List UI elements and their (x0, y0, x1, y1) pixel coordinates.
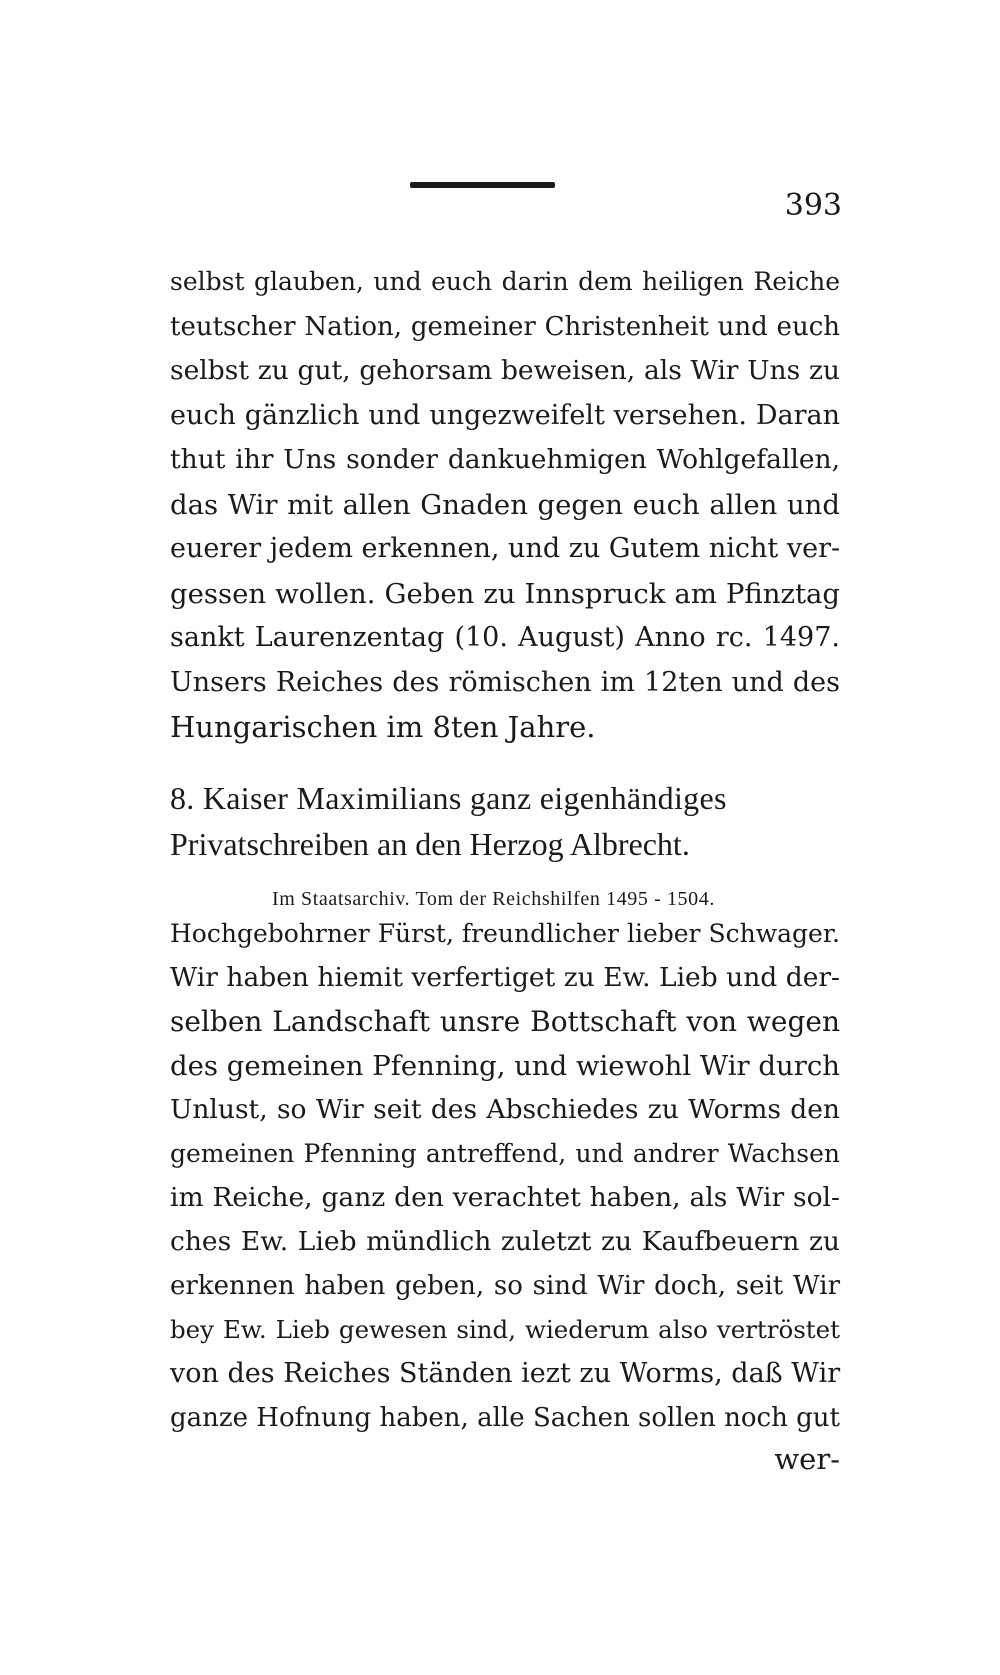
heading-line: 8. Kaiser Maximilians ganz eigenhändiges (170, 780, 727, 816)
text-line: von des Reiches Ständen iezt zu Worms, daß Wir (170, 1358, 841, 1389)
letter-text (170, 912, 840, 1440)
text-line: im Reiche, ganz den verachtet haben, als Wir sol- (170, 1182, 840, 1213)
text-line: erkennen haben geben, so sind Wir doch, seit Wir (170, 1271, 840, 1301)
section-heading (170, 775, 840, 867)
text-line: selbst glauben, und euch darin dem heiligen Reiche (170, 267, 840, 296)
source-note: Im Staatsarchiv. Tom der Reichshilfen 1495 - 1504. (272, 888, 715, 910)
paragraph-continued (170, 260, 840, 750)
text-line: euerer jedem erkennen, und zu Gutem nicht ver- (170, 533, 841, 564)
page-number: 393 (784, 188, 842, 223)
header-rule (410, 182, 555, 188)
text-line: Unsers Reiches des römischen im 12ten und des (170, 666, 840, 698)
text-line: Hungarischen im 8ten Jahre. (170, 710, 596, 744)
text-line: Unlust, so Wir seit des Abschiedes zu Worms den (170, 1094, 840, 1125)
text-line: Wir haben hiemit verfertiget zu Ew. Lieb und der- (170, 962, 840, 993)
text-line: sankt Laurenzentag (10. August) Anno rc. 1497. (170, 622, 840, 653)
text-line: selben Landschaft unsre Bottschaft von wegen (170, 1005, 840, 1038)
text-line: das Wir mit allen Gnaden gegen euch allen und (170, 488, 840, 521)
text-line: gemeinen Pfenning antreffend, und andrer Wachsen (170, 1139, 840, 1168)
text-line: ches Ew. Lieb mündlich zuletzt zu Kaufbeuern zu (170, 1226, 840, 1257)
text-line: ganze Hofnung haben, alle Sachen sollen noch gut (170, 1403, 840, 1433)
text-line: gessen wollen. Geben zu Innspruck am Pfinztag (170, 577, 840, 610)
text-line: selbst zu gut, gehorsam beweisen, als Wir Uns zu (170, 355, 840, 386)
heading-line: Privatschreiben an den Herzog Albrecht. (170, 826, 690, 862)
text-line: Hochgebohrner Fürst, freundlicher lieber Schwager. (170, 919, 840, 948)
text-line: bey Ew. Lieb gewesen sind, wiederum also vertröstet (170, 1315, 840, 1344)
text-line: thut ihr Uns sonder dankuehmigen Wohlgefallen, (170, 444, 840, 475)
text-line: des gemeinen Pfenning, und wiewohl Wir durch (170, 1050, 840, 1082)
catchword: wer- (774, 1442, 840, 1476)
text-line: teutscher Nation, gemeiner Christenheit und euch (170, 311, 840, 342)
text-line: euch gänzlich und ungezweifelt versehen. Daran (170, 399, 840, 431)
